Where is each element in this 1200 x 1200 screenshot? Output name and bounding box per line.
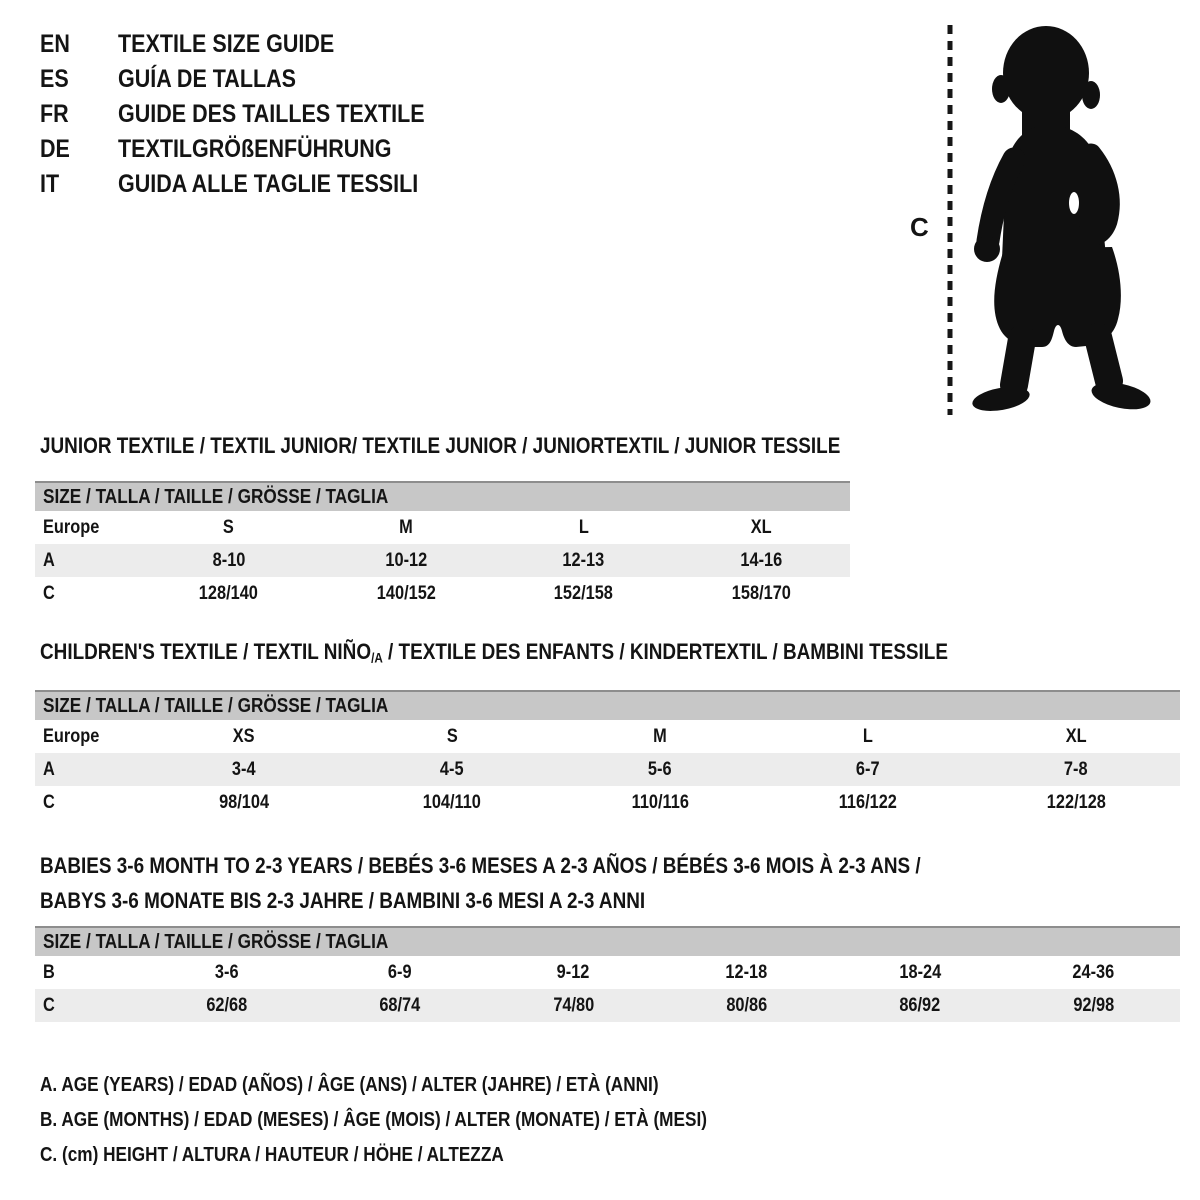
cell-text: 116/122 [838,791,898,813]
row-label: C [43,994,55,1016]
right-leg [1098,337,1109,381]
age-cell [140,759,348,781]
age-cell [318,550,496,572]
cell-text: M [653,725,667,747]
height-cell [556,792,764,814]
cell-text: S [223,516,235,538]
size-cell [972,726,1180,748]
months-cell [1007,962,1180,984]
cell-text: 6-9 [388,961,412,983]
cell-text: 7-8 [1064,758,1088,780]
age-cell [673,550,851,572]
language-code: FR [40,100,69,128]
cell-text: 152/158 [554,582,614,604]
cell-text: 8-10 [212,549,246,571]
cell-text: 128/140 [199,582,259,604]
legend-line-c: C. (cm) HEIGHT / ALTURA / HAUTEUR / HÖHE / ALTEZZA [40,1144,504,1166]
language-title: GUIDA ALLE TAGLIE TESSILI [118,170,419,198]
row-label-cell [35,792,140,814]
months-cell [660,962,833,984]
height-cell [348,792,556,814]
height-cell [487,995,660,1017]
months-cell [140,962,313,984]
row-label: Europe [43,516,100,538]
junior-size-table [35,481,850,610]
right-ear [1082,81,1100,109]
cell-text: 10-12 [385,549,428,571]
toddler-body [971,26,1153,415]
age-cell [495,550,673,572]
height-cell [495,583,673,605]
size-cell [140,726,348,748]
size-cell [140,517,318,539]
cell-text: S [446,725,458,747]
table-row-age [35,544,850,577]
table-row-height [35,577,850,610]
row-label-cell [35,550,140,572]
language-title-block [40,27,475,202]
cell-text: 68/74 [379,994,421,1016]
height-cell [140,995,313,1017]
language-row [40,97,475,132]
language-row [40,27,475,62]
language-code: IT [40,170,60,198]
legend-line-a: A. AGE (YEARS) / EDAD (AÑOS) / ÂGE (ANS) / ALTER (JAHRE) / ETÀ (ANNI) [40,1074,659,1096]
cell-text: 24-36 [1072,961,1115,983]
language-code: DE [40,135,70,163]
height-cell [660,995,833,1017]
row-label: B [43,961,55,983]
size-header-bar [35,481,850,511]
cell-text: 122/128 [1046,791,1106,813]
cell-text: 9-12 [556,961,590,983]
cell-text: L [863,725,873,747]
language-title: TEXTILGRÖßENFÜHRUNG [118,135,392,163]
row-label: Europe [43,725,100,747]
cell-text: 92/98 [1072,994,1114,1016]
cell-text: 3-6 [214,961,239,983]
height-measure-label: C [910,212,929,242]
cell-text: XL [1065,725,1087,747]
left-hand [974,236,1000,262]
cell-text: 4-5 [440,758,464,780]
size-header-text: SIZE / TALLA / TAILLE / GRÖSSE / TAGLIA [43,930,389,953]
months-cell [833,962,1006,984]
language-row [40,62,475,97]
toddler-silhouette-graphic [900,15,1170,420]
children-section-title: CHILDREN'S TEXTILE / TEXTIL $NIÑO_{/A}$ / TEXTILE DES ENFANTS / KINDERTEXTIL / BAMBINI TESSILE [40,639,948,666]
cell-text: 5-6 [648,758,672,780]
row-label-cell [35,995,140,1017]
size-header-text: SIZE / TALLA / TAILLE / GRÖSSE / TAGLIA [43,694,389,717]
size-header-text: SIZE / TALLA / TAILLE / GRÖSSE / TAGLIA [43,485,389,508]
table-row-months [35,956,1180,989]
left-leg [1014,339,1022,385]
cell-text: 104/110 [422,791,482,813]
language-title: TEXTILE SIZE GUIDE [118,30,335,58]
row-label: C [43,791,55,813]
height-cell [140,583,318,605]
arm-gap [1069,192,1079,214]
size-cell [556,726,764,748]
babies-section-title: BABIES 3-6 MONTH TO 2-3 YEARS / BEBÉS 3-6 MESES A 2-3 AÑOS / BÉBÉS 3-6 MOIS À 2-3 ANS / BABYS 3-6 MONATE BIS 2-3 JAHRE / BAMBINI 3-6 MESI A 2-3 ANNI [40,853,921,913]
row-label: C [43,582,55,604]
language-title: GUIDE DES TAILLES TEXTILE [118,100,425,128]
height-cell [1007,995,1180,1017]
height-cell [833,995,1006,1017]
size-header-bar [35,926,1180,956]
size-header-bar [35,690,1180,720]
cell-text: 140/152 [376,582,436,604]
age-cell [348,759,556,781]
cell-text: 86/92 [899,994,941,1016]
cell-text: 74/80 [552,994,594,1016]
row-label-cell [35,759,140,781]
table-row-europe [35,720,1180,753]
cell-text: XL [750,516,772,538]
size-cell [348,726,556,748]
language-code: EN [40,30,70,58]
age-cell [140,550,318,572]
table-row-europe [35,511,850,544]
measure-legend [40,1068,816,1173]
cell-text: 14-16 [740,549,783,571]
cell-text: 12-18 [725,961,768,983]
children-size-table [35,690,1180,819]
cell-text: 158/170 [731,582,791,604]
cell-text: M [399,516,414,538]
language-title: GUÍA DE TALLAS [118,65,296,93]
row-label: A [43,758,55,780]
age-cell [972,759,1180,781]
cell-text: L [578,516,589,538]
left-ear [992,75,1010,103]
height-cell [140,792,348,814]
months-cell [487,962,660,984]
cell-text: 98/104 [219,791,269,813]
height-cell [764,792,972,814]
row-label: A [43,549,55,571]
cell-text: 3-4 [232,758,256,780]
row-label-cell [35,726,140,748]
age-cell [556,759,764,781]
table-row-height [35,786,1180,819]
row-label-cell [35,583,140,605]
head [1003,26,1089,120]
cell-text: 80/86 [726,994,768,1016]
nino-a-subscript: /A [371,650,383,666]
junior-section-title: JUNIOR TEXTILE / TEXTIL JUNIOR/ TEXTILE JUNIOR / JUNIORTEXTIL / JUNIOR TESSILE [40,433,841,458]
legend-line-b: B. AGE (MONTHS) / EDAD (MESES) / ÂGE (MOIS) / ALTER (MONATE) / ETÀ (MESI) [40,1109,707,1131]
height-cell [318,583,496,605]
row-label-cell [35,517,140,539]
cell-text: 18-24 [899,961,941,983]
language-row [40,132,475,167]
table-row-height [35,989,1180,1022]
height-cell [972,792,1180,814]
months-cell [313,962,486,984]
babies-size-table [35,926,1180,1022]
language-row [40,167,475,202]
cell-text: 12-13 [562,549,605,571]
size-cell [764,726,972,748]
table-row-age [35,753,1180,786]
size-cell [495,517,673,539]
size-cell [318,517,496,539]
age-cell [764,759,972,781]
cell-text: 6-7 [856,758,880,780]
cell-text: 62/68 [206,994,248,1016]
cell-text: XS [233,725,255,747]
height-cell [673,583,851,605]
size-cell [673,517,851,539]
height-cell [313,995,486,1017]
row-label-cell [35,962,140,984]
cell-text: 110/116 [631,791,689,813]
language-code: ES [40,65,69,93]
